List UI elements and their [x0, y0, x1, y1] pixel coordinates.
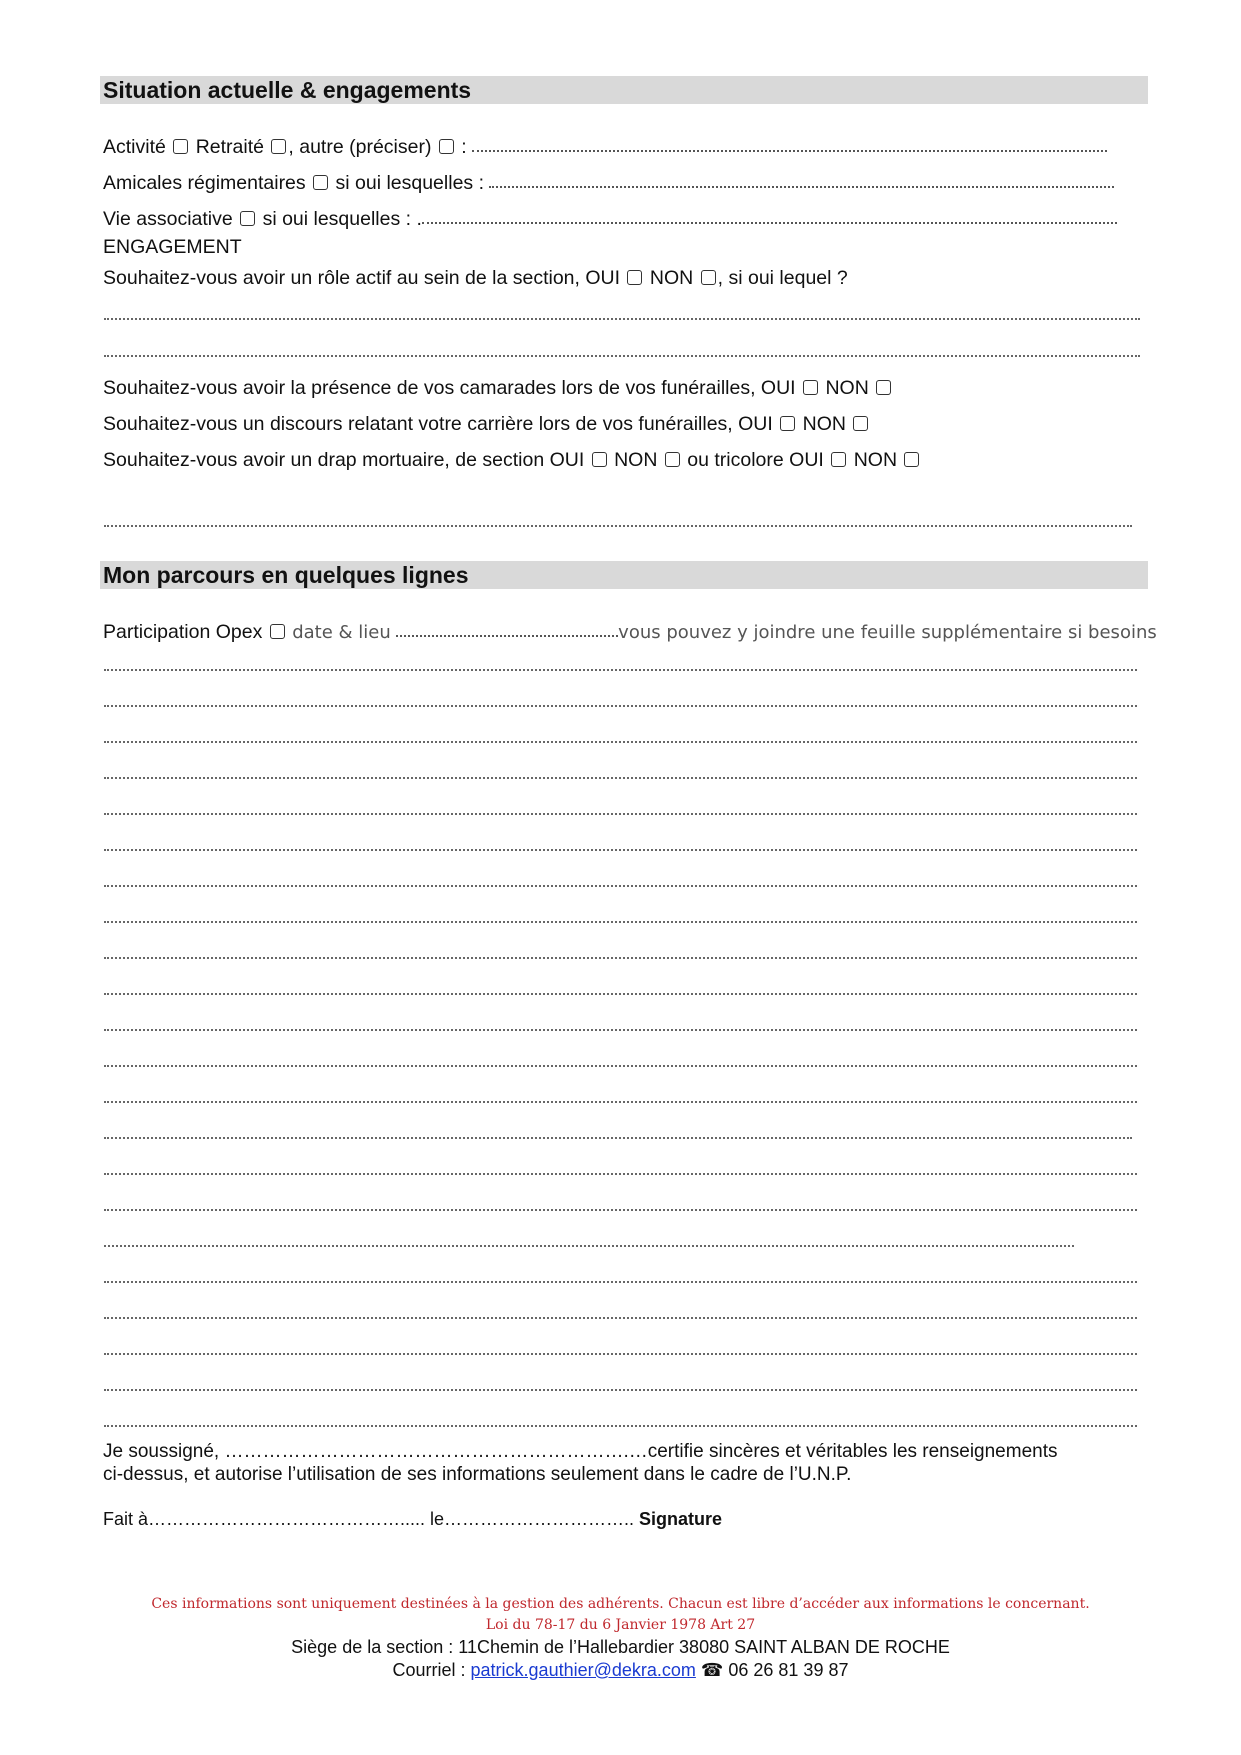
parcours-line[interactable]	[104, 1101, 1137, 1103]
parcours-line[interactable]	[104, 705, 1137, 707]
retraite-checkbox[interactable]	[271, 139, 286, 154]
role-oui-checkbox[interactable]	[627, 270, 642, 285]
parcours-line[interactable]	[104, 1137, 1132, 1139]
drap-section-non-checkbox[interactable]	[665, 452, 680, 467]
amicales-line: Amicales régimentaires si oui lesquelles :	[103, 172, 1114, 194]
section-title: Situation actuelle & engagements	[103, 77, 472, 103]
parcours-line[interactable]	[104, 1209, 1137, 1211]
drap-section-oui-checkbox[interactable]	[592, 452, 607, 467]
presence-oui-checkbox[interactable]	[803, 380, 818, 395]
role-answer-line[interactable]	[104, 318, 1140, 320]
activite-line: Activité Retraité , autre (préciser) :	[103, 136, 1107, 158]
section-header-parcours	[100, 561, 1148, 589]
section-title: Mon parcours en quelques lignes	[103, 562, 469, 588]
parcours-line[interactable]	[104, 1317, 1137, 1319]
parcours-line[interactable]	[104, 957, 1137, 959]
parcours-line[interactable]	[104, 1065, 1137, 1067]
signature-label: Signature	[639, 1509, 723, 1529]
discours-oui-checkbox[interactable]	[780, 416, 795, 431]
contact-line: Courriel : patrick.gauthier@dekra.com ☎ 06 26 81 39 87	[392, 1660, 849, 1680]
presence-line: Souhaitez-vous avoir la présence de vos camarades lors de vos funérailles, OUI NON	[103, 377, 893, 399]
opex-line: Participation Opex date & lieu vous pouvez y joindre une feuille supplémentaire si besoins	[103, 621, 1157, 643]
drap-answer-line[interactable]	[104, 525, 1132, 527]
activite-checkbox[interactable]	[173, 139, 188, 154]
drap-line: Souhaitez-vous avoir un drap mortuaire, de section OUI NON ou tricolore OUI NON	[103, 449, 921, 471]
opex-checkbox[interactable]	[270, 624, 285, 639]
parcours-line[interactable]	[104, 1425, 1137, 1427]
parcours-line[interactable]	[104, 921, 1137, 923]
drap-tricolore-oui-checkbox[interactable]	[831, 452, 846, 467]
parcours-line[interactable]	[104, 669, 1137, 671]
email-link[interactable]: patrick.gauthier@dekra.com	[470, 1660, 696, 1680]
parcours-line[interactable]	[104, 741, 1137, 743]
amicales-field[interactable]	[489, 184, 1114, 188]
role-non-checkbox[interactable]	[701, 270, 716, 285]
autre-checkbox[interactable]	[439, 139, 454, 154]
vie-associative-field[interactable]	[422, 220, 1117, 224]
gdpr-notice: Ces informations sont uniquement destinées à la gestion des adhérents. Chacun est libre d’accéder aux informations le concernant.	[151, 1596, 1090, 1612]
parcours-line[interactable]	[104, 777, 1137, 779]
drap-tricolore-non-checkbox[interactable]	[904, 452, 919, 467]
discours-non-checkbox[interactable]	[853, 416, 868, 431]
parcours-line[interactable]	[104, 813, 1137, 815]
parcours-line[interactable]	[104, 1389, 1137, 1391]
amicales-checkbox[interactable]	[313, 175, 328, 190]
parcours-line[interactable]	[104, 1281, 1137, 1283]
loi-reference: Loi du 78-17 du 6 Janvier 1978 Art 27	[485, 1617, 756, 1633]
parcours-line[interactable]	[104, 1173, 1137, 1175]
parcours-line[interactable]	[104, 993, 1137, 995]
engagement-label: ENGAGEMENT	[103, 236, 242, 258]
role-actif-line: Souhaitez-vous avoir un rôle actif au sein de la section, OUI NON , si oui lequel ?	[103, 267, 848, 289]
presence-non-checkbox[interactable]	[876, 380, 891, 395]
parcours-line[interactable]	[104, 885, 1137, 887]
je-soussigne-text: Je soussigné, ……………………………………………………….…certifie sincères et véritables les renseignements	[103, 1441, 1058, 1462]
ci-dessus-text: ci-dessus, et autorise l’utilisation de ses informations seulement dans le cadre de l’U.N.P.	[103, 1464, 852, 1485]
section-header-situation	[100, 76, 1148, 104]
phone-icon: ☎	[700, 1660, 724, 1680]
siege-address: Siège de la section : 11Chemin de l’Hallebardier 38080 SAINT ALBAN DE ROCHE	[291, 1637, 950, 1657]
autre-field[interactable]	[472, 148, 1107, 152]
parcours-line[interactable]	[104, 1029, 1137, 1031]
role-answer-line[interactable]	[104, 355, 1140, 357]
parcours-line[interactable]	[104, 1353, 1137, 1355]
vie-associative-line: Vie associative si oui lesquelles : .	[103, 208, 1117, 230]
opex-date-field[interactable]	[396, 633, 618, 637]
fait-a-line: Fait à……………………………………..... le………………………….. Signature	[103, 1509, 723, 1529]
vie-associative-checkbox[interactable]	[240, 211, 255, 226]
phone-number: 06 26 81 39 87	[728, 1660, 849, 1680]
discours-line: Souhaitez-vous un discours relatant votre carrière lors de vos funérailles, OUI NON	[103, 413, 870, 435]
parcours-line[interactable]	[104, 1245, 1074, 1247]
parcours-line[interactable]	[104, 849, 1137, 851]
